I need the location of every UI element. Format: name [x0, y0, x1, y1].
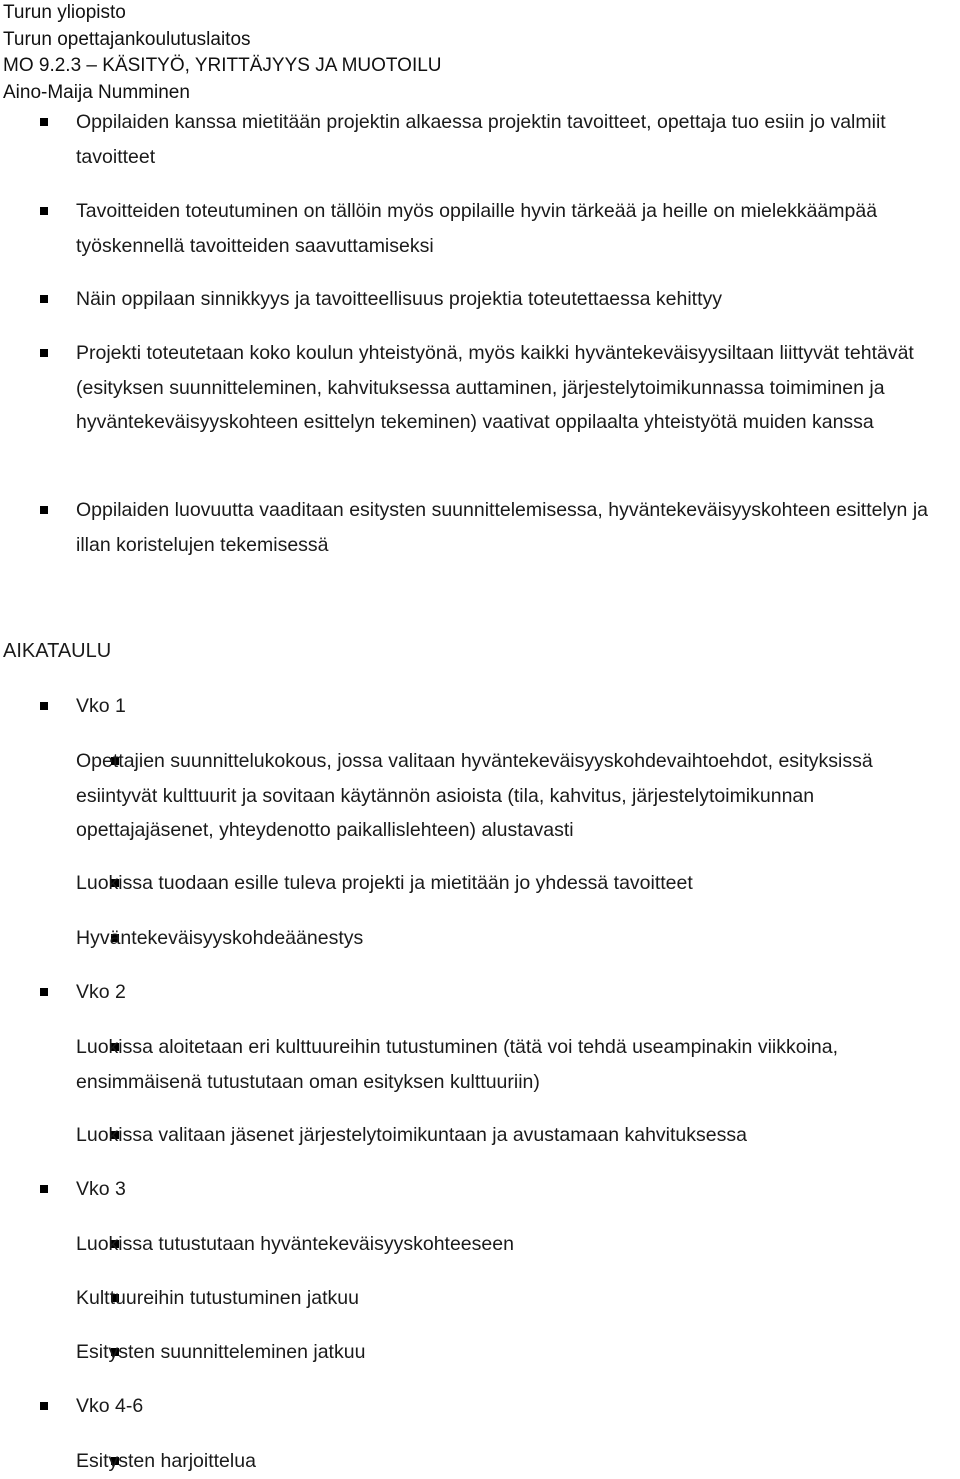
course-code: MO 9.2.3 – KÄSITYÖ, YRITTÄJYYS JA MUOTOILU: [3, 55, 442, 76]
square-bullet-icon: [40, 506, 48, 514]
square-bullet-icon: [40, 988, 48, 996]
week-label: Vko 2: [76, 981, 126, 1003]
square-bullet-icon: [40, 1402, 48, 1410]
task-text: Luokissa tuodaan esille tuleva projekti ja mietitään jo yhdessä tavoitteet: [76, 872, 693, 894]
university-name: Turun yliopisto: [3, 2, 126, 23]
list-item-text: Näin oppilaan sinnikkyys ja tavoitteellisuus projektia toteutettaessa kehittyy: [76, 288, 723, 310]
task-text: Esitysten suunnitteleminen jatkuu: [76, 1341, 366, 1363]
square-bullet-icon: [40, 118, 48, 126]
list-item-text: Projekti toteutetaan koko koulun yhteistyönä, myös kaikki hyväntekeväisyysiltaan liittyvät tehtävät (esityksen suunnitteleminen, kahvituksessa auttaminen, järjestelytoimikunnassa toimiminen ja hyväntekeväisyyskohteen esittelyn tekeminen) vaativat oppilaalta yhteistyötä muiden kanssa: [76, 342, 914, 433]
task-text: Esitysten harjoittelua: [76, 1450, 256, 1472]
week-label: Vko 4-6: [76, 1395, 144, 1417]
author-name: Aino-Maija Numminen: [3, 81, 190, 103]
square-bullet-icon: [40, 349, 48, 357]
document-header: [3, 0, 442, 106]
list-item-text: Oppilaiden luovuutta vaaditaan esitysten suunnittelemisessa, hyväntekeväisyyskohteen esittelyn ja illan koristelujen tekemisessä: [76, 499, 929, 556]
task-text: Luokissa aloitetaan eri kulttuureihin tutustuminen (tätä voi tehdä useampinakin viikkoina, ensimmäisenä tutustutaan oman esityksen kulttuuriin): [76, 1036, 839, 1093]
task-text: Kulttuureihin tutustuminen jatkuu: [76, 1287, 359, 1309]
week-label: Vko 3: [76, 1178, 126, 1200]
schedule-heading: AIKATAULU: [3, 640, 112, 662]
week-label: Vko 1: [76, 695, 126, 717]
square-bullet-icon: [40, 207, 48, 215]
square-bullet-icon: [40, 295, 48, 303]
task-text: Hyväntekeväisyyskohdeäänestys: [76, 927, 364, 949]
task-text: Opettajien suunnittelukokous, jossa valitaan hyväntekeväisyyskohdevaihtoehdot, esityksissä esiintyvät kulttuurit ja sovitaan käytännön asioista (tila, kahvitus, järjestelytoimikunnan opettajajäsenet, yhteydenotto paikallislehteen) alustavasti: [76, 750, 873, 841]
square-bullet-icon: [40, 702, 48, 710]
square-bullet-icon: [40, 1185, 48, 1193]
list-item-text: Tavoitteiden toteutuminen on tällöin myös oppilaille hyvin tärkeää ja heille on mielekkäämpää työskennellä tavoitteiden saavuttamiseksi: [76, 200, 878, 257]
task-text: Luokissa tutustutaan hyväntekeväisyyskohteeseen: [76, 1233, 514, 1255]
task-text: Luokissa valitaan jäsenet järjestelytoimikuntaan ja avustamaan kahvituksessa: [76, 1124, 747, 1146]
department-name: Turun opettajankoulutuslaitos: [3, 28, 251, 50]
list-item-text: Oppilaiden kanssa mietitään projektin alkaessa projektin tavoitteet, opettaja tuo esiin jo valmiit tavoitteet: [76, 111, 886, 168]
